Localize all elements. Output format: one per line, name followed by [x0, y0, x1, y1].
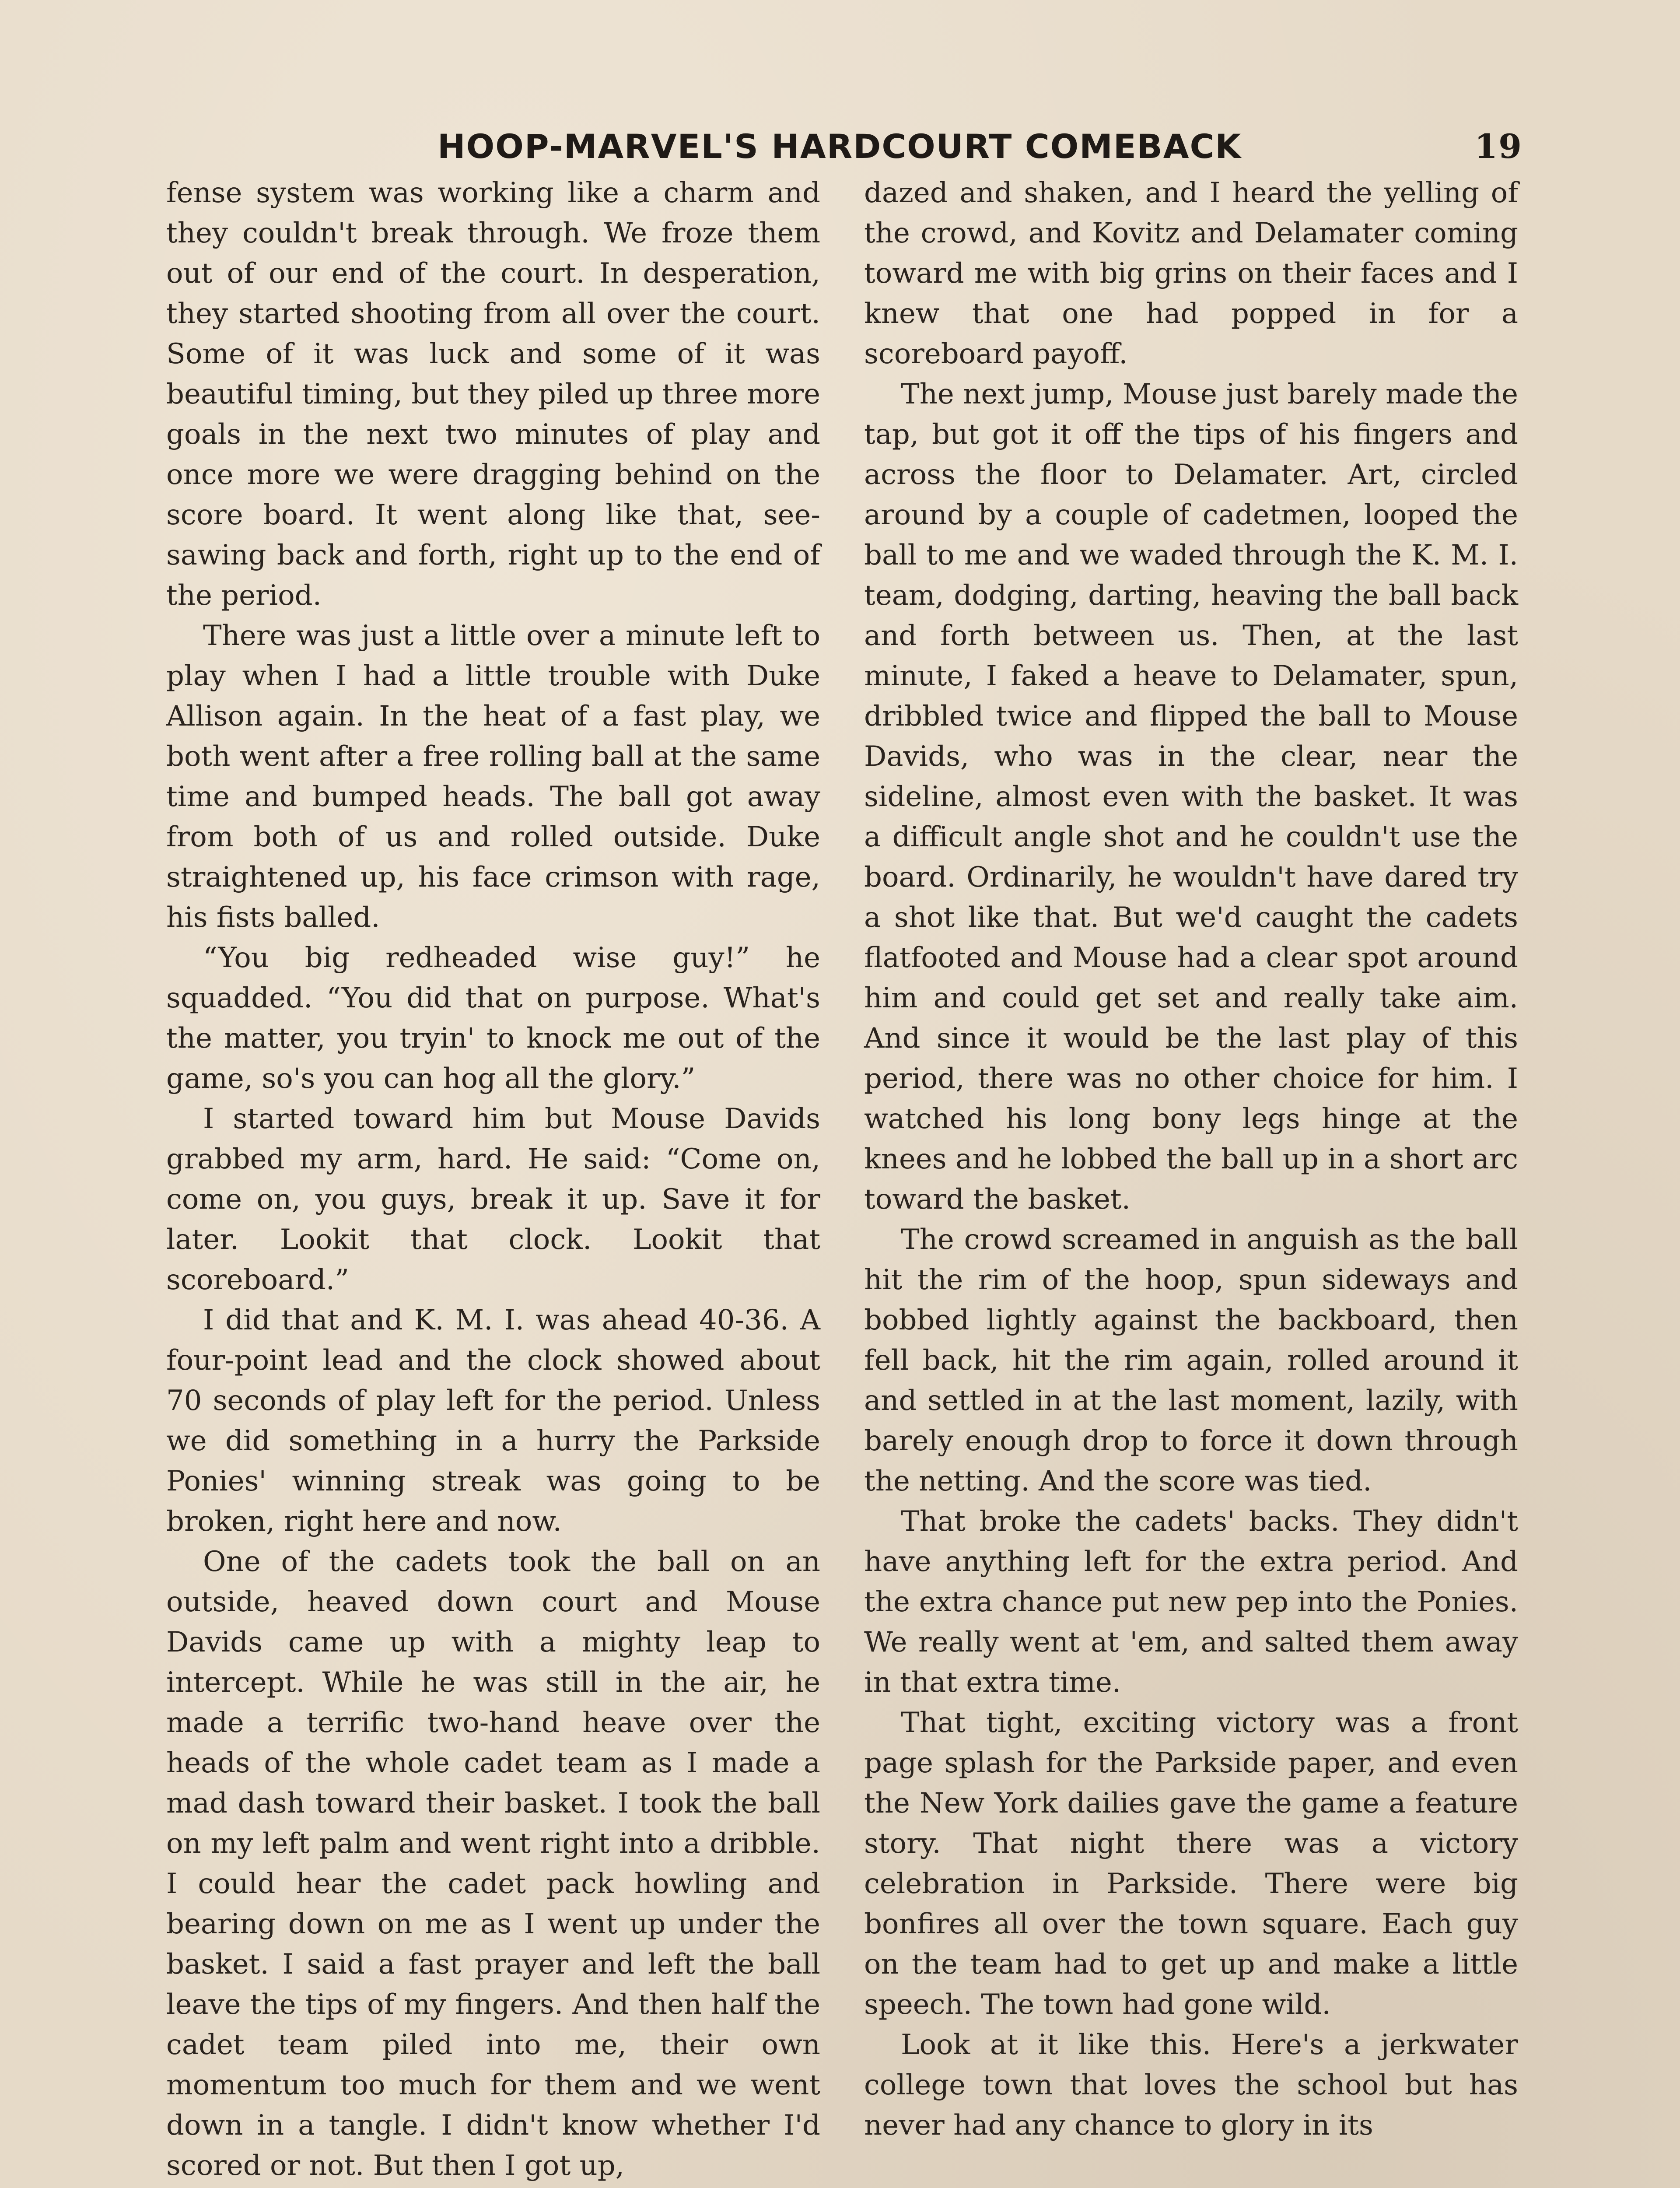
paragraph: fense system was working like a charm and they couldn't break through. We froze them out of our end of the court. In desperation, they started shooting from all over the court. Some of it was luck and some of it was beautiful timing, but they piled up three more goals in the next two minutes of play and once more we were dragging behind on the score board. It went along like that, see-sawing back and forth, right up to the end of the period. — [166, 177, 820, 612]
paragraph: That broke the cadets' backs. They didn't have anything left for the extra period. And the extra chance put new pep into the Ponies. We really went at 'em, and salted them away in that extra time. — [864, 1505, 1518, 1699]
right-text-column — [864, 173, 1518, 2146]
paragraph: I did that and K. M. I. was ahead 40-36. A four-point lead and the clock showed about 70 seconds of play left for the period. Unless we did something in a hurry the Parkside Ponies' winning streak was going to be broken, right here and now. — [166, 1304, 820, 1538]
running-header — [166, 127, 1522, 175]
paragraph: That tight, exciting victory was a front page splash for the Parkside paper, and even the New York dailies gave the game a feature story. That night there was a victory celebration in Parkside. There were big bonfires all over the town square. Each guy on the team had to get up and make a little speech. The town had gone wild. — [864, 1707, 1518, 2021]
paragraph: There was just a little over a minute left to play when I had a little trouble with Duke Allison again. In the heat of a fast play, we both went after a free rolling ball at the same time and bumped heads. The ball got away from both of us and rolled outside. Duke straightened up, his face crimson with rage, his fists balled. — [166, 620, 820, 934]
paragraph: “You big redheaded wise guy!” he squadded. “You did that on purpose. What's the matter, you tryin' to knock me out of the game, so's you can hog all the glory.” — [166, 942, 820, 1095]
paragraph: dazed and shaken, and I heard the yelling of the crowd, and Kovitz and Delamater coming toward me with big grins on their faces and I knew that one had popped in for a scoreboard payoff. — [864, 177, 1518, 370]
paragraph: I started toward him but Mouse Davids grabbed my arm, hard. He said: “Come on, come on, you guys, break it up. Save it for later. Lookit that clock. Lookit that scoreboard.” — [166, 1103, 820, 1296]
page-number: 19 — [1474, 127, 1522, 166]
paragraph: The crowd screamed in anguish as the ball hit the rim of the hoop, spun sideways and bobbed lightly against the backboard, then fell back, hit the rim again, rolled around it and settled in at the last moment, lazily, with barely enough drop to force it down through the netting. And the score was tied. — [864, 1224, 1518, 1497]
paragraph: Look at it like this. Here's a jerkwater college town that loves the school but has never had any chance to glory in its — [864, 2029, 1518, 2142]
paragraph: The next jump, Mouse just barely made the tap, but got it off the tips of his fingers and across the floor to Delamater. Art, circled around by a couple of cadetmen, looped the ball to me and we waded through the K. M. I. team, dodging, darting, heaving the ball back and forth between us. Then, at the last minute, I faked a heave to Delamater, spun, dribbled twice and flipped the ball to Mouse Davids, who was in the clear, near the sideline, almost even with the basket. It was a difficult angle shot and he couldn't use the board. Ordinarily, he wouldn't have dared try a shot like that. But we'd caught the cadets flatfooted and Mouse had a clear spot around him and could get set and really take aim. And since it would be the last play of this period, there was no other choice for him. I watched his long bony legs hinge at the knees and he lobbed the ball up in a short arc toward the basket. — [864, 378, 1518, 1216]
paragraph: One of the cadets took the ball on an outside, heaved down court and Mouse Davids came up with a mighty leap to intercept. While he was still in the air, he made a terrific two-hand heave over the heads of the whole cadet team as I made a mad dash toward their basket. I took the ball on my left palm and went right into a dribble. I could hear the cadet pack howling and bearing down on me as I went up under the basket. I said a fast prayer and left the ball leave the tips of my fingers. And then half the cadet team piled into me, their own momentum too much for them and we went down in a tangle. I didn't know whether I'd scored or not. But then I got up, — [166, 1546, 820, 2182]
story-title: HOOP-MARVEL'S HARDCOURT COMEBACK — [438, 127, 1242, 166]
left-text-column — [166, 173, 820, 2186]
